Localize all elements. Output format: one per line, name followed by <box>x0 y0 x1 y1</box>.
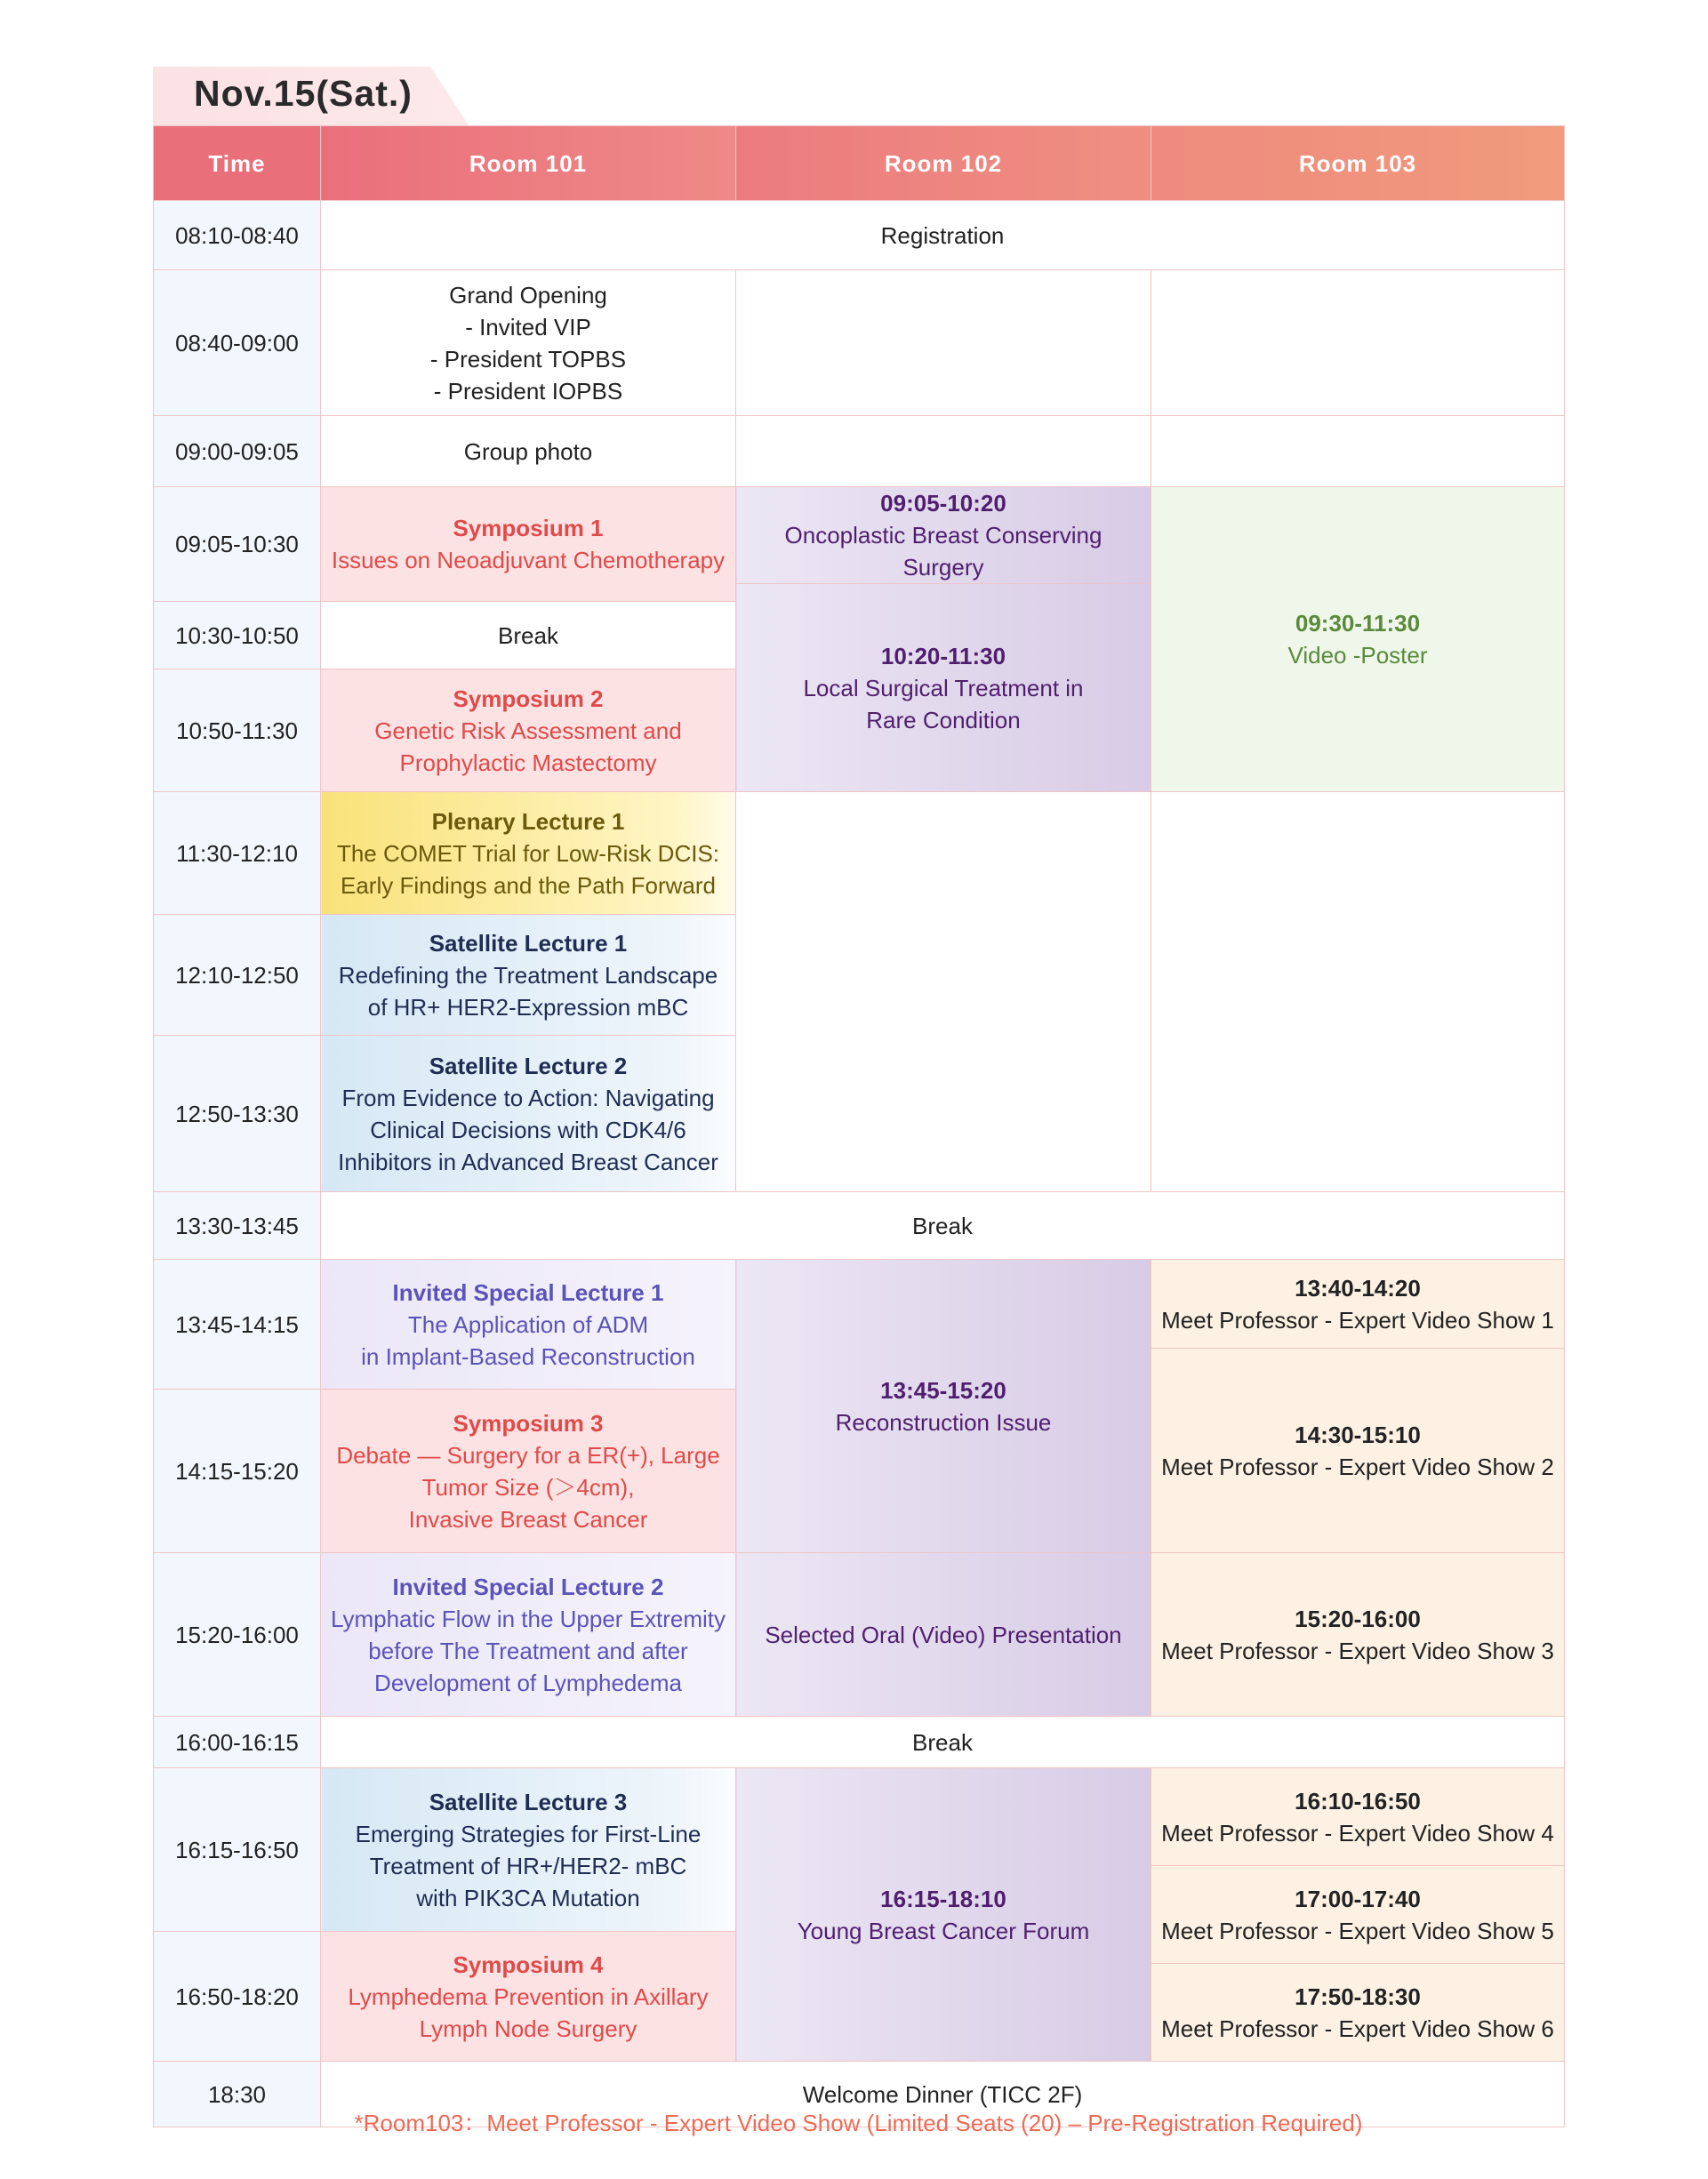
oncoplastic-title: Oncoplastic Breast Conserving Surgery <box>784 522 1103 581</box>
break-cell: Break <box>321 1192 1565 1260</box>
time-cell: 09:05-10:30 <box>154 487 321 602</box>
symposium-1-line: Issues on Neoadjuvant Chemotherapy <box>331 547 726 573</box>
video-show-4-cell <box>1151 1768 1565 1866</box>
symposium-4-line: Lymphedema Prevention in Axillary <box>348 1983 709 2010</box>
time-cell: 11:30-12:10 <box>154 792 321 915</box>
video-poster-cell <box>1151 487 1565 792</box>
young-forum-cell <box>736 1768 1151 2062</box>
empty-cell <box>736 792 1151 1192</box>
break-cell: Break <box>321 1717 1565 1768</box>
young-forum-title: Young Breast Cancer Forum <box>797 1917 1090 1944</box>
invited-lecture-1-title: Invited Special Lecture 1 <box>392 1278 664 1306</box>
empty-cell <box>736 270 1151 416</box>
plenary-1-line: The COMET Trial for Low-Risk DCIS: <box>336 839 720 867</box>
plenary-1-line: Early Findings and the Path Forward <box>341 871 716 899</box>
satellite-2-line: Clinical Decisions with CDK4/6 <box>370 1116 686 1143</box>
header-room-101: Room 101 <box>321 126 736 201</box>
reconstruction-title: Reconstruction Issue <box>835 1408 1052 1436</box>
time-cell: 16:50-18:20 <box>154 1932 321 2062</box>
grand-opening-cell <box>321 270 736 416</box>
time-cell: 16:00-16:15 <box>154 1717 321 1768</box>
satellite-1-line: Redefining the Treatment Landscape <box>338 961 718 989</box>
empty-cell <box>736 416 1151 487</box>
symposium-3-line: Invasive Breast Cancer <box>408 1505 648 1533</box>
video-poster-title: Video -Poster <box>1287 642 1428 669</box>
footnote: *Room103：Meet Professor - Expert Video Show (Limited Seats (20) – Pre-Registration Required) <box>354 2110 1363 2136</box>
satellite-1-line: of HR+ HER2-Expression mBC <box>367 993 689 1021</box>
symposium-4-title: Symposium 4 <box>453 1951 604 1978</box>
date-label: Nov.15(Sat.) <box>194 73 413 114</box>
symposium-4-line: Lymph Node Surgery <box>419 2015 637 2042</box>
video-show-5-time: 17:00-17:40 <box>1295 1885 1421 1912</box>
video-show-3-title: Meet Professor - Expert Video Show 3 <box>1161 1637 1554 1664</box>
time-cell: 10:50-11:30 <box>154 669 321 792</box>
grand-opening-line: - President TOPBS <box>429 345 627 373</box>
time-cell: 12:50-13:30 <box>154 1036 321 1192</box>
invited-lecture-2-cell <box>321 1553 736 1717</box>
grand-opening-line: - President IOPBS <box>433 377 623 405</box>
empty-cell <box>1151 270 1565 416</box>
satellite-3-line: Treatment of HR+/HER2- mBC <box>369 1852 687 1879</box>
time-cell: 18:30 <box>154 2062 321 2127</box>
time-cell: 09:00-09:05 <box>154 416 321 487</box>
invited-lecture-1-line: in Implant-Based Reconstruction <box>361 1342 695 1370</box>
header-room-103: Room 103 <box>1151 126 1565 201</box>
video-show-6-title: Meet Professor - Expert Video Show 6 <box>1161 2015 1554 2042</box>
invited-lecture-1-cell <box>321 1260 736 1390</box>
symposium-2-title: Symposium 2 <box>453 685 604 712</box>
reconstruction-time: 13:45-15:20 <box>880 1376 1006 1404</box>
oral-presentation-cell: Selected Oral (Video) Presentation <box>736 1553 1151 1717</box>
plenary-1-title: Plenary Lecture 1 <box>431 807 625 835</box>
satellite-2-title: Satellite Lecture 2 <box>429 1052 628 1079</box>
invited-lecture-2-line: Lymphatic Flow in the Upper Extremity <box>330 1605 726 1632</box>
symposium-2-line: Genetic Risk Assessment and <box>374 717 682 744</box>
local-surgical-time: 10:20-11:30 <box>880 642 1006 669</box>
video-show-5-title: Meet Professor - Expert Video Show 5 <box>1161 1917 1554 1944</box>
symposium-3-title: Symposium 3 <box>453 1409 604 1437</box>
plenary-1-cell <box>321 792 736 915</box>
satellite-3-cell <box>321 1768 736 1932</box>
reconstruction-cell <box>736 1260 1151 1553</box>
video-show-1-cell <box>1151 1260 1565 1349</box>
satellite-3-line: with PIK3CA Mutation <box>416 1884 640 1911</box>
empty-cell <box>1151 416 1565 487</box>
time-cell: 13:30-13:45 <box>154 1192 321 1260</box>
empty-cell <box>1151 792 1565 1192</box>
group-photo-cell: Group photo <box>321 416 736 487</box>
young-forum-time: 16:15-18:10 <box>880 1885 1006 1912</box>
satellite-3-line: Emerging Strategies for First-Line <box>355 1820 702 1847</box>
video-show-2-cell <box>1151 1349 1565 1553</box>
break-cell: Break <box>321 602 736 669</box>
local-surgical-cell <box>736 584 1151 792</box>
symposium-3-line: Debate — Surgery for a ER(+), Large <box>336 1441 720 1469</box>
video-show-5-cell <box>1151 1866 1565 1964</box>
schedule-table <box>153 125 1565 2127</box>
time-cell: 14:15-15:20 <box>154 1390 321 1553</box>
video-show-1-time: 13:40-14:20 <box>1295 1274 1421 1302</box>
invited-lecture-2-line: before The Treatment and after <box>368 1637 688 1664</box>
video-show-4-title: Meet Professor - Expert Video Show 4 <box>1161 1819 1554 1847</box>
satellite-1-title: Satellite Lecture 1 <box>429 929 628 957</box>
symposium-4-cell <box>321 1932 736 2062</box>
video-show-1-title: Meet Professor - Expert Video Show 1 <box>1161 1306 1554 1334</box>
satellite-2-cell <box>321 1036 736 1192</box>
symposium-2-line: Prophylactic Mastectomy <box>399 749 657 776</box>
symposium-3-cell <box>321 1390 736 1553</box>
symposium-1-cell <box>321 487 736 602</box>
time-cell: 13:45-14:15 <box>154 1260 321 1390</box>
video-show-3-time: 15:20-16:00 <box>1295 1605 1421 1632</box>
satellite-1-cell <box>321 915 736 1036</box>
symposium-2-cell <box>321 669 736 792</box>
video-show-2-time: 14:30-15:10 <box>1295 1421 1421 1448</box>
time-cell: 15:20-16:00 <box>154 1553 321 1717</box>
invited-lecture-2-title: Invited Special Lecture 2 <box>392 1573 664 1600</box>
satellite-2-line: From Evidence to Action: Navigating <box>341 1084 715 1111</box>
grand-opening-line: - Invited VIP <box>465 313 591 340</box>
video-show-6-time: 17:50-18:30 <box>1295 1983 1421 2010</box>
time-cell: 16:15-16:50 <box>154 1768 321 1932</box>
time-cell: 10:30-10:50 <box>154 602 321 669</box>
header-room-102: Room 102 <box>736 126 1151 201</box>
invited-lecture-2-line: Development of Lymphedema <box>374 1669 682 1696</box>
oncoplastic-cell <box>736 487 1151 584</box>
satellite-3-title: Satellite Lecture 3 <box>429 1788 628 1815</box>
time-cell: 08:10-08:40 <box>154 201 321 270</box>
registration-cell: Registration <box>321 201 1565 270</box>
symposium-1-title: Symposium 1 <box>453 515 604 541</box>
video-show-4-time: 16:10-16:50 <box>1295 1787 1421 1814</box>
video-show-2-title: Meet Professor - Expert Video Show 2 <box>1161 1453 1554 1480</box>
grand-opening-title: Grand Opening <box>449 281 607 308</box>
time-cell: 12:10-12:50 <box>154 915 321 1036</box>
satellite-2-line: Inhibitors in Advanced Breast Cancer <box>338 1148 718 1175</box>
header-time: Time <box>154 126 321 201</box>
oncoplastic-time: 09:05-10:20 <box>880 490 1006 517</box>
local-surgical-line: Rare Condition <box>866 706 1021 733</box>
symposium-3-line: Tumor Size (＞4cm), <box>421 1473 635 1501</box>
invited-lecture-1-line: The Application of ADM <box>407 1310 649 1338</box>
video-show-6-cell <box>1151 1964 1565 2062</box>
local-surgical-line: Local Surgical Treatment in <box>803 674 1084 701</box>
video-show-3-cell <box>1151 1553 1565 1717</box>
time-cell: 08:40-09:00 <box>154 270 321 416</box>
video-poster-time: 09:30-11:30 <box>1295 610 1421 637</box>
welcome-dinner-cell: Welcome Dinner (TICC 2F) <box>321 2062 1565 2127</box>
